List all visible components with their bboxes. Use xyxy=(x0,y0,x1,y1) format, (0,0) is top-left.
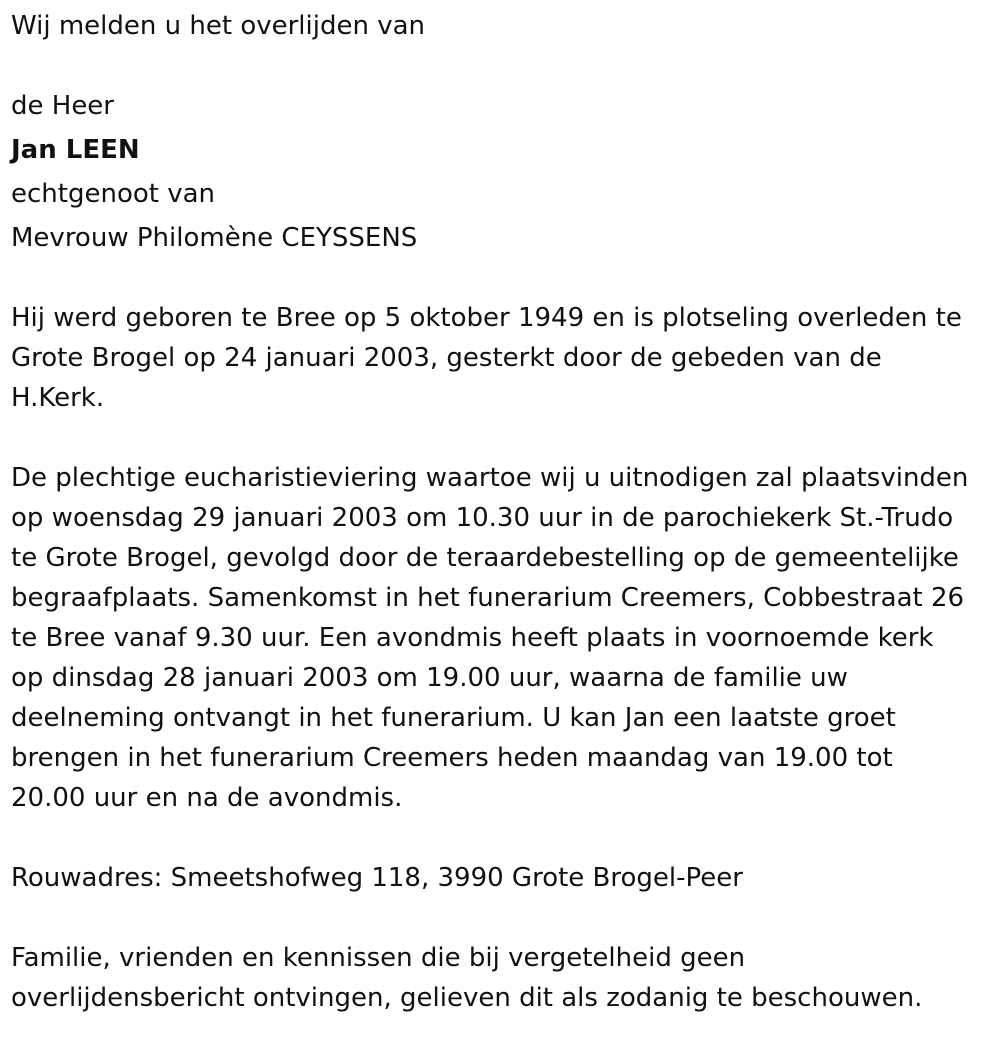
deceased-name: Jan LEEN xyxy=(11,135,140,165)
paragraph-line: Familie, vrienden en kennissen die bij vergetelheid geen xyxy=(11,943,746,973)
paragraph-line: overlijdensbericht ontvingen, gelieven dit als zodanig te beschouwen. xyxy=(11,983,923,1013)
mourning-address: Rouwadres: Smeetshofweg 118, 3990 Grote Brogel-Peer xyxy=(11,863,743,893)
paragraph-line: 20.00 uur en na de avondmis. xyxy=(11,783,403,813)
ceremony-paragraph xyxy=(11,458,992,818)
paragraph-line: deelneming ontvangt in het funerarium. U kan Jan een laatste groet xyxy=(11,703,896,733)
paragraph-line: brengen in het funerarium Creemers heden maandag van 19.00 tot xyxy=(11,743,893,773)
paragraph-line: H.Kerk. xyxy=(11,383,105,413)
paragraph-line: te Bree vanaf 9.30 uur. Een avondmis heeft plaats in voornoemde kerk xyxy=(11,623,934,653)
paragraph-line: op woensdag 29 januari 2003 om 10.30 uur in de parochiekerk St.-Trudo xyxy=(11,503,954,533)
paragraph-line: op dinsdag 28 januari 2003 om 19.00 uur, waarna de familie uw xyxy=(11,663,848,693)
paragraph-line: Grote Brogel op 24 januari 2003, gesterkt door de gebeden van de xyxy=(11,343,882,373)
paragraph-line: begraafplaats. Samenkomst in het funerarium Creemers, Cobbestraat 26 xyxy=(11,583,965,613)
paragraph-line: te Grote Brogel, gevolgd door de teraardebestelling op de gemeentelijke xyxy=(11,543,959,573)
intro-text: Wij melden u het overlijden van xyxy=(11,11,426,41)
spouse-name: Mevrouw Philomène CEYSSENS xyxy=(11,223,418,253)
birth-death-paragraph xyxy=(11,298,992,418)
paragraph-line: Hij werd geboren te Bree op 5 oktober 1949 en is plotseling overleden te xyxy=(11,303,962,333)
relation-text: echtgenoot van xyxy=(11,179,216,209)
paragraph-line: De plechtige eucharistieviering waartoe wij u uitnodigen zal plaatsvinden xyxy=(11,463,969,493)
closing-paragraph xyxy=(11,938,992,1018)
honorific: de Heer xyxy=(11,91,114,121)
